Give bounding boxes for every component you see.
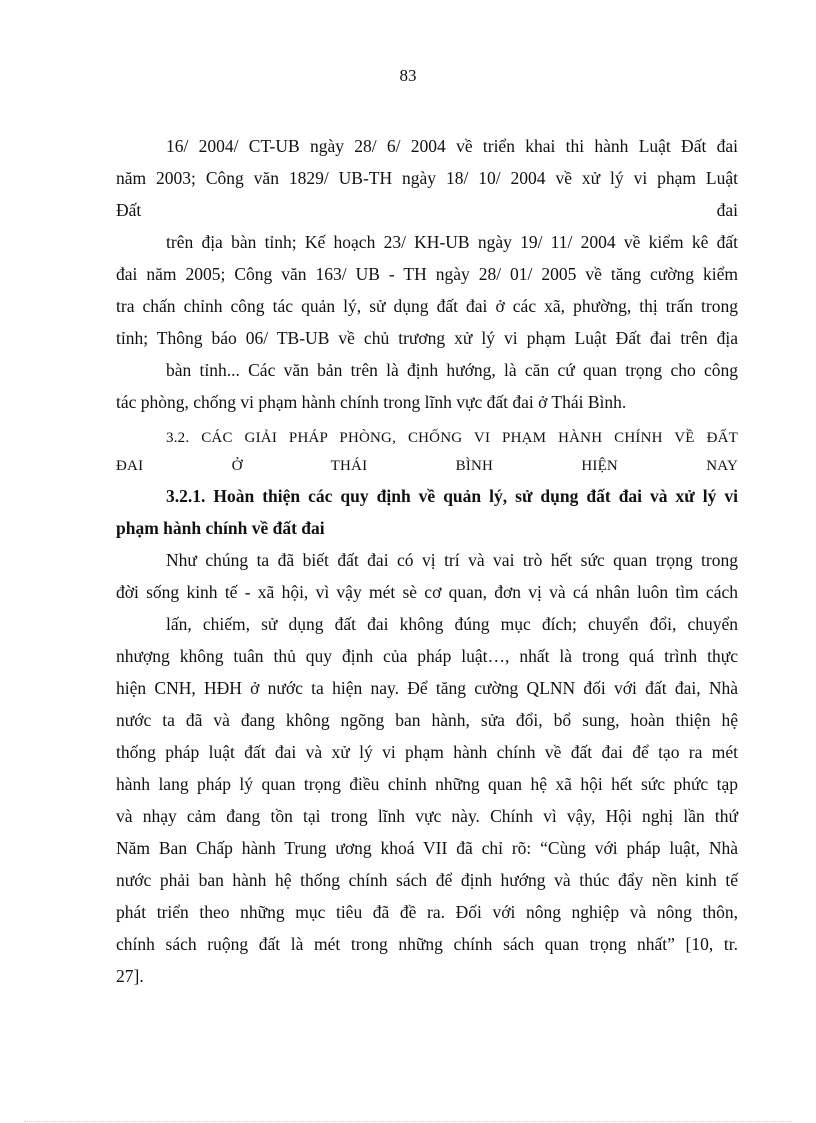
text-line: 27].: [116, 966, 144, 986]
text-line: phát triển theo những mục tiêu đã đề ra. Đối với nông nghiệp và nông thôn,: [116, 902, 738, 922]
text-line: đai năm 2005; Công văn 163/ UB - TH ngày 28/ 01/ 2005 về tăng cường kiểm: [116, 264, 738, 284]
text-line: nhượng không tuân thủ quy định của pháp luật…, nhất là trong quá trình thực: [116, 646, 738, 666]
text-line: Đất đai: [116, 200, 738, 220]
section-heading: ĐAI Ở THÁI BÌNH HIỆN NAY: [116, 458, 738, 474]
text-line: bàn tỉnh... Các văn bản trên là định hướng, là căn cứ quan trọng cho công: [166, 360, 738, 380]
text-line: Năm Ban Chấp hành Trung ương khoá VII đã chỉ rõ: “Cùng với pháp luật, Nhà: [116, 838, 738, 858]
text-line: thống pháp luật đất đai và xử lý vi phạm hành chính về đất đai để tạo ra mét: [116, 742, 738, 762]
text-line: hành lang pháp lý quan trọng điều chỉnh những quan hệ xã hội hết sức phức tạp: [116, 774, 738, 794]
text-line: chính sách ruộng đất là mét trong những chính sách quan trọng nhất” [10, tr.: [116, 934, 738, 954]
text-line: Như chúng ta đã biết đất đai có vị trí và vai trò hết sức quan trọng trong: [166, 550, 738, 570]
text-line: 16/ 2004/ CT-UB ngày 28/ 6/ 2004 về triển khai thi hành Luật Đất đai: [166, 136, 738, 156]
subsection-heading: phạm hành chính về đất đai: [116, 518, 325, 538]
text-line: đời sống kinh tế - xã hội, vì vậy mét sè cơ quan, đơn vị và cá nhân luôn tìm cách: [116, 582, 738, 602]
text-line: tỉnh; Thông báo 06/ TB-UB về chủ trương xử lý vi phạm Luật Đất đai trên địa: [116, 328, 738, 348]
text-line: nước phải ban hành hệ thống chính sách để định hướng và thúc đẩy nền kinh tế: [116, 870, 738, 890]
page-number: 83: [399, 66, 417, 85]
section-heading: 3.2. CÁC GIẢI PHÁP PHÒNG, CHỐNG VI PHẠM HÀNH CHÍNH VỀ ĐẤT: [166, 430, 738, 446]
text-line: hiện CNH, HĐH ở nước ta hiện nay. Để tăng cường QLNN đối với đất đai, Nhà: [116, 678, 738, 698]
subsection-heading: 3.2.1. Hoàn thiện các quy định về quản lý, sử dụng đất đai và xử lý vi: [166, 486, 738, 506]
page-bottom-divider: [24, 1121, 792, 1122]
text-line: lấn, chiếm, sử dụng đất đai không đúng mục đích; chuyển đổi, chuyển: [166, 614, 738, 634]
text-line: tra chấn chỉnh công tác quản lý, sử dụng đất đai ở các xã, phường, thị trấn trong: [116, 296, 738, 316]
text-line: năm 2003; Công văn 1829/ UB-TH ngày 18/ 10/ 2004 về xử lý vi phạm Luật: [116, 168, 738, 188]
text-line: trên địa bàn tỉnh; Kế hoạch 23/ KH-UB ngày 19/ 11/ 2004 về kiểm kê đất: [166, 232, 738, 252]
text-line: và nhạy cảm đang tồn tại trong lĩnh vực này. Chính vì vậy, Hội nghị lần thứ: [116, 806, 738, 826]
text-line: nước ta đã và đang không ngõng ban hành, sửa đổi, bổ sung, hoàn thiện hệ: [116, 710, 738, 730]
text-line: tác phòng, chống vi phạm hành chính trong lĩnh vực đất đai ở Thái Bình.: [116, 392, 627, 412]
